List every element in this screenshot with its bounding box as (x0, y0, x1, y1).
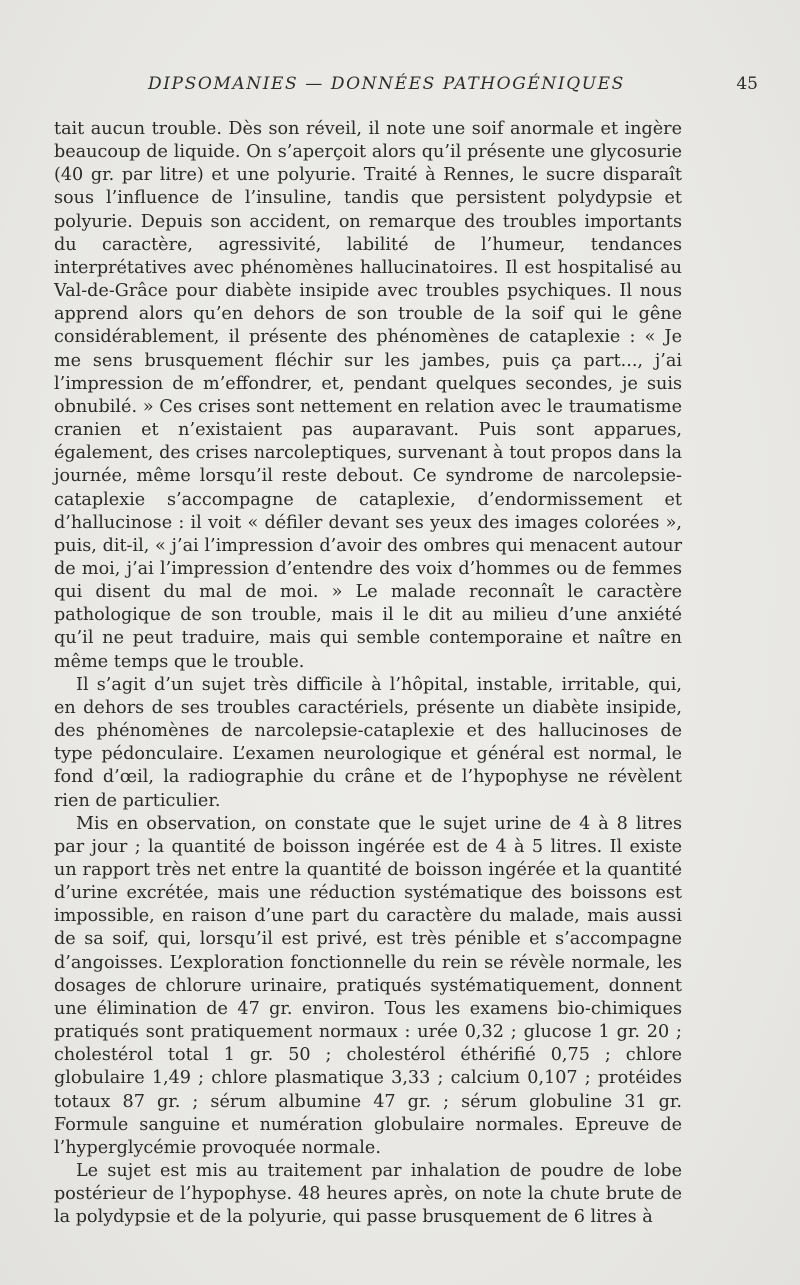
body-text (54, 118, 682, 1230)
paragraph-observation: Mis en observation, on constate que le sujet urine de 4 à 8 litres par jour ; la quantité de boisson ingérée est de 4 à 5 litres. Il existe un rapport très net entre la quantité de boisson ingérée et la quantité d’urine excrétée, mais une réduction systématique des boissons est impossible, en raison d’une part du caractère du malade, mais aussi de sa soif, qui, lorsqu’il est privé, est très pénible et s’accompagne d’angoisses. L’exploration fonctionnelle du rein se révèle normale, les dosages de chlorure urinaire, pratiqués systématiquement, donnent une élimination de 47 gr. environ. Tous les examens bio-chimiques pratiqués sont pratiquement normaux : urée 0,32 ; glucose 1 gr. 20 ; cholestérol total 1 gr. 50 ; cholestérol éthérifié 0,75 ; chlore globulaire 1,49 ; chlore plasmatique 3,33 ; calcium 0,107 ; protéides totaux 87 gr. ; sérum albumine 47 gr. ; sérum globuline 31 gr. Formule sanguine et numération globulaire normales. Epreuve de l’hyperglycémie provoquée normale. (54, 813, 682, 1158)
paragraph-treatment: Le sujet est mis au traitement par inhalation de poudre de lobe postérieur de l’hypophyse. 48 heures après, on note la chute brute de la polydypsie et de la polyurie, qui passe brusquement de 6 litres à (54, 1161, 682, 1228)
running-head (60, 74, 760, 100)
page-number: 45 (736, 74, 758, 94)
paragraph-patient-summary: Il s’agit d’un sujet très difficile à l’hôpital, instable, irritable, qui, en dehors de ses troubles caractériels, présente un diabète insipide, des phénomènes de narcolepsie-cataplexie et des hallucinoses de type pédonculaire. L’examen neurologique et général est normal, le fond d’œil, la radiographie du crâne et de l’hypophyse ne révèlent rien de particulier. (54, 674, 682, 811)
paragraph-continued: tait aucun trouble. Dès son réveil, il note une soif anormale et ingère beaucoup de liquide. On s’aperçoit alors qu’il présente une glycosurie (40 gr. par litre) et une polyurie. Traité à Rennes, le sucre disparaît sous l’influence de l’insuline, tandis que persistent polydypsie et polyurie. Depuis son accident, on remarque des troubles importants du caractère, agressivité, labilité de l’humeur, tendances interprétatives avec phénomènes hallucinatoires. Il est hospitalisé au Val-de-Grâce pour diabète insipide avec troubles psychiques. Il nous apprend alors qu’en dehors de son trouble de la soif qui le gêne considérablement, il présente des phénomènes de cataplexie : « Je me sens brusquement fléchir sur les jambes, puis ça part..., j’ai l’impression de m’effondrer, et, pendant quelques secondes, je suis obnubilé. » Ces crises sont nettement en relation avec le traumatisme cranien et n’existaient pas auparavant. Puis sont apparues, également, des crises narcoleptiques, survenant à tout propos dans la journée, même lorsqu’il reste debout. Ce syndrome de narcolepsie-cataplexie s’accompagne de cataplexie, d’endormissement et d’hallucinose : il voit « défiler devant ses yeux des images colorées », puis, dit-il, « j’ai l’impression d’avoir des ombres qui menacent autour de moi, j’ai l’impression d’entendre des voix d’hommes ou de femmes qui disent du mal de moi. » Le malade reconnaît le caractère pathologique de son trouble, mais il le dit au milieu d’une anxiété qu’il ne peut traduire, mais qui semble contemporaine et naître en même temps que le trouble. (54, 119, 682, 672)
running-title: DIPSOMANIES — DONNÉES PATHOGÉNIQUES (148, 74, 625, 94)
